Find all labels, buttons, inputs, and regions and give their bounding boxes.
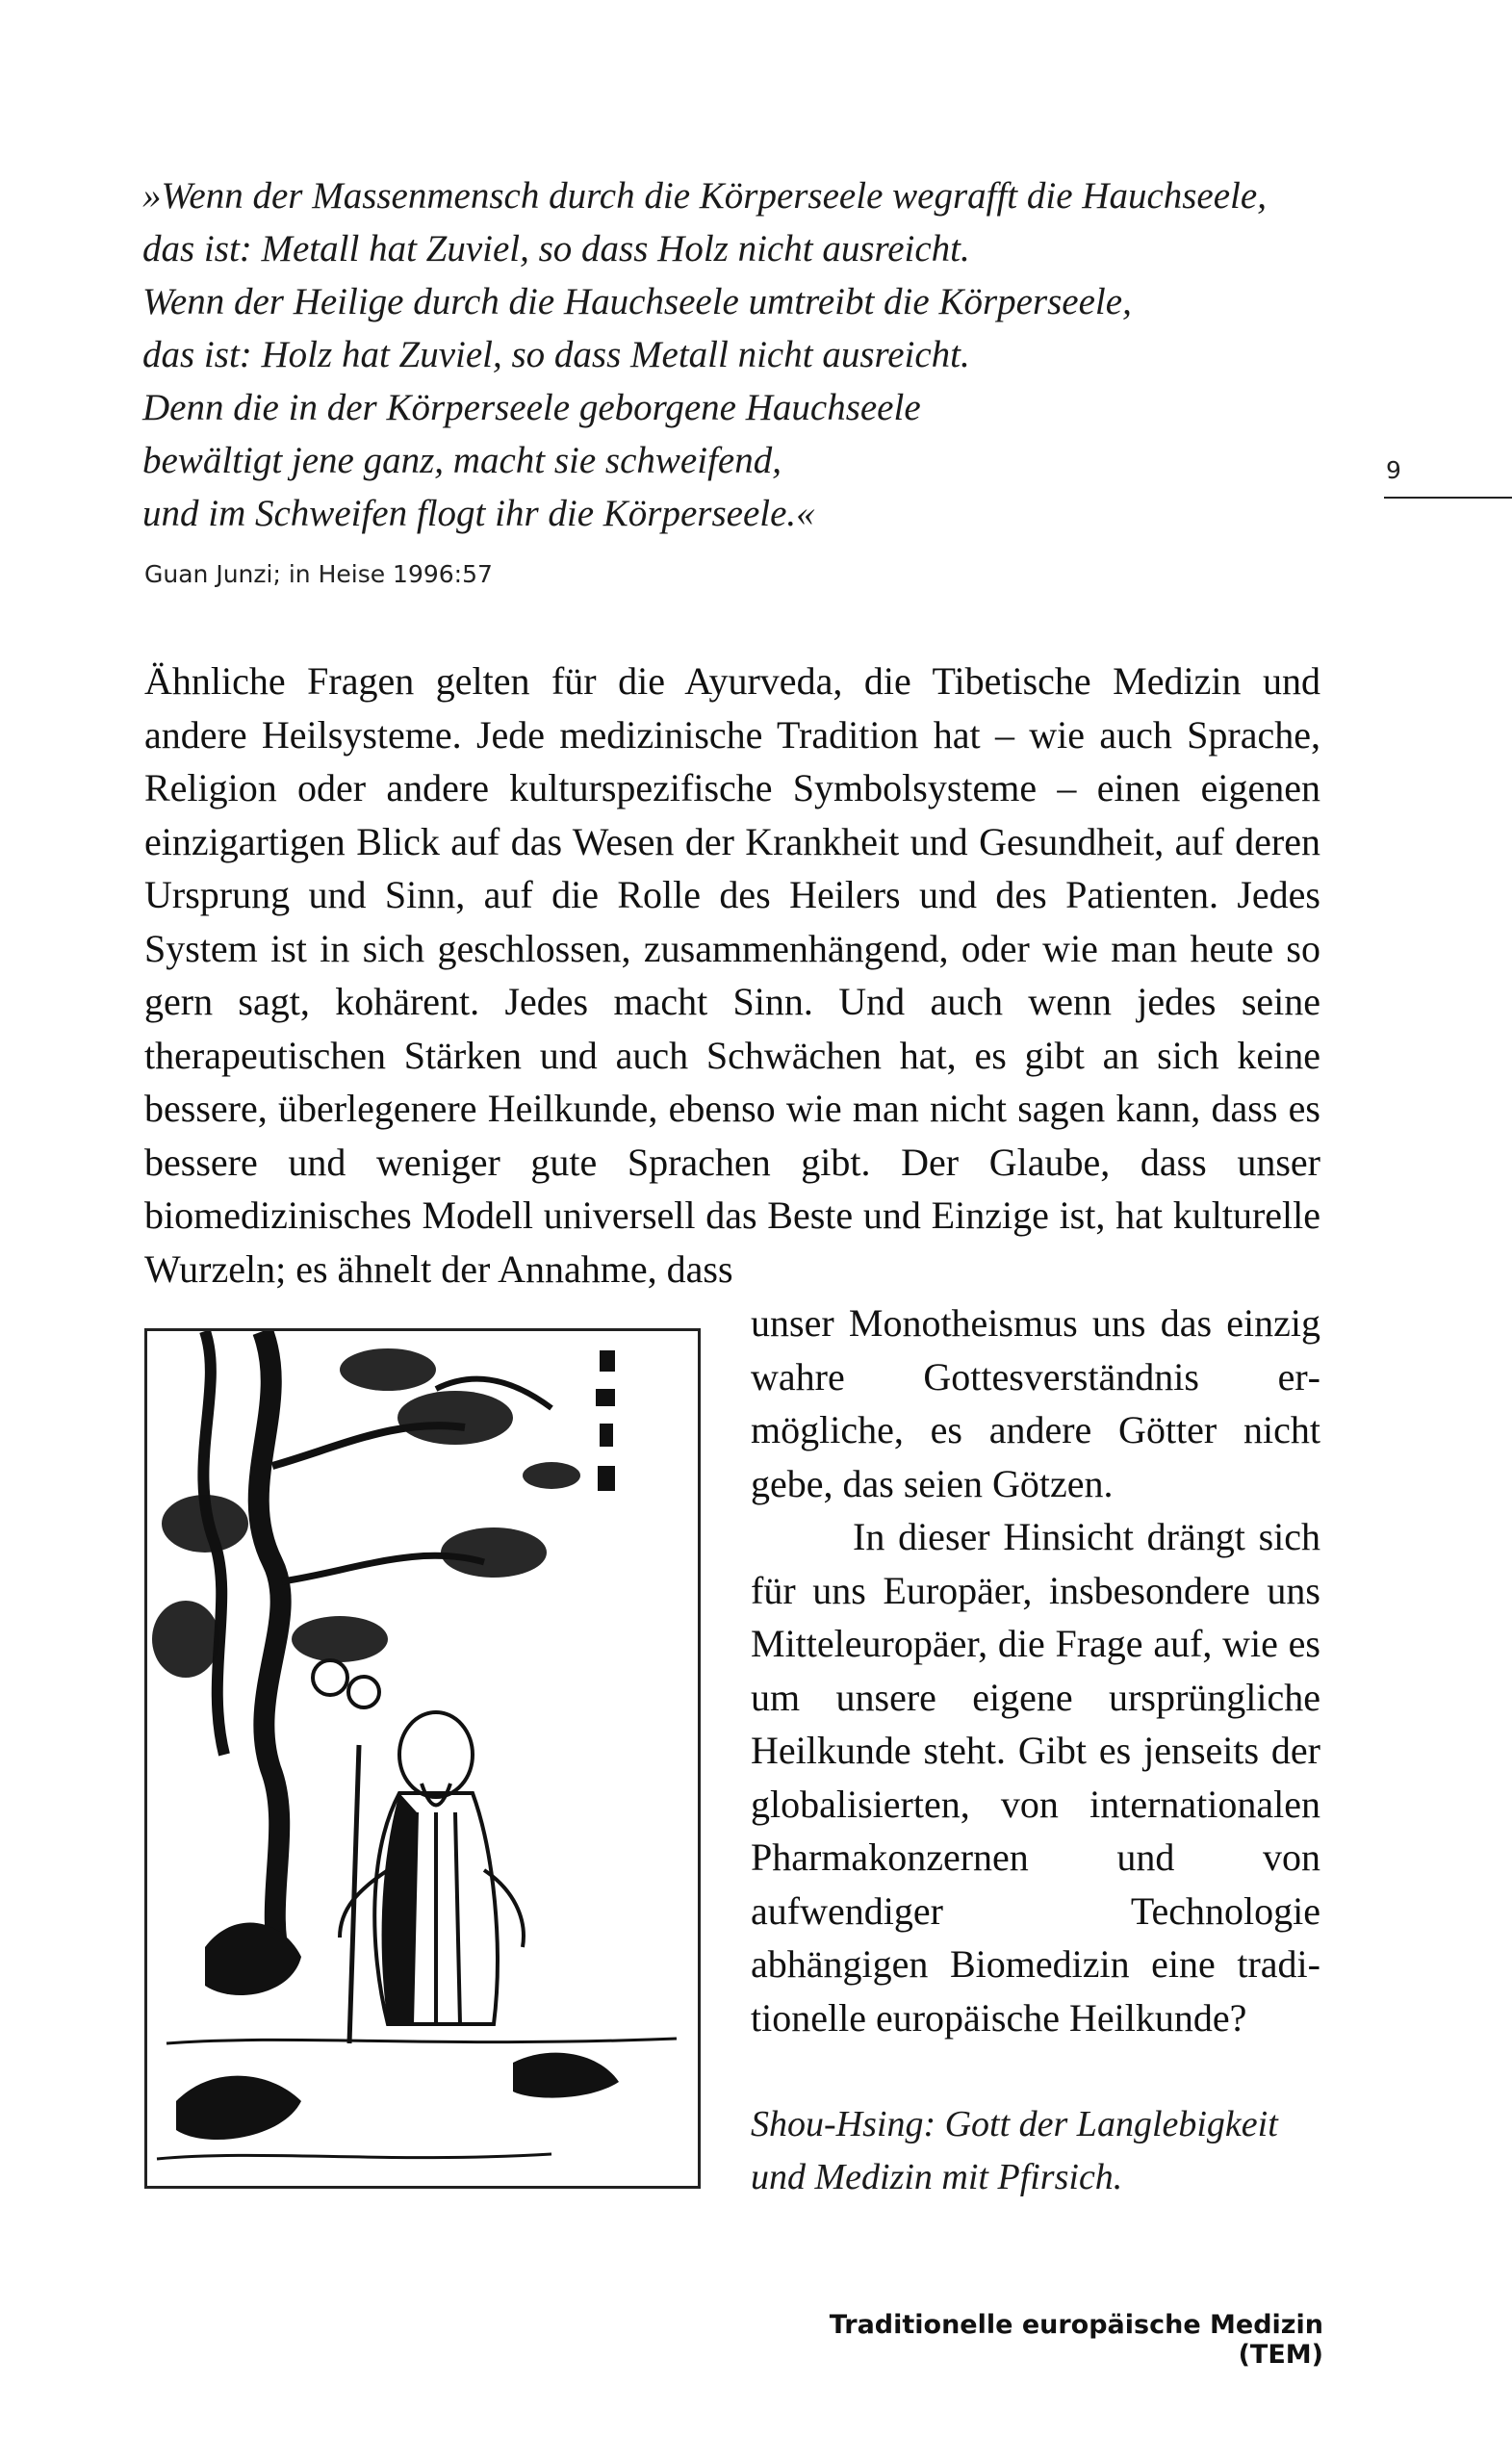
caption-line: Shou-Hsing: Gott der Langlebigkeit	[751, 2104, 1278, 2144]
calligraphy-marks	[596, 1350, 615, 1491]
body-text-top	[144, 654, 1320, 1296]
caption-line: und Medizin mit Pfirsich.	[751, 2157, 1123, 2197]
illustration-shou-hsing	[144, 1328, 701, 2189]
body-paragraph-continuation: unser Monotheismus uns das einzig wahre Gottesverständnis ermögliche, es andere Götter nicht gebe, das seien Götzen.	[751, 1301, 1320, 1505]
quote-line: und im Schweifen flogt ihr die Körperseele.«	[142, 493, 815, 534]
page-number-rule	[1384, 497, 1512, 499]
body-paragraph: Ähnliche Fragen gelten für die Ayurveda, die Tibetische Medizin und andere Heilsysteme. Jede medizinische Tradition hat – wie auch Sprache, Religion oder andere kulturspezifische Symbolsysteme – einen eigenen einzigartigen Blick auf das Wesen der Krankheit und Gesundheit, auf deren Ursprung und Sinn, auf die Rolle des Heilers und des Patienten. Jedes System ist in sich geschlossen, zusammenhängend, oder wie man heute so gern sagt, kohärent. Jedes macht Sinn. Und auch wenn jedes seine therapeutischen Stärken und auch Schwächen hat, es gibt an sich keine bessere, überlegenere Heilkunde, ebenso wie man nicht sagen kann, dass es bessere und weniger gute Sprachen gibt. Der Glaube, dass unser biomedizinisches Modell universell das Beste und Einzige ist, hat kulturelle Wurzeln; es ähnelt der Annahme, dass	[144, 659, 1320, 1291]
body-paragraph: In dieser Hinsicht drängt sich für uns Europäer, insbesondere uns Mitteleuropäer, die Frage auf, wie es um unsere eigene ursprüngliche Heilkunde steht. Gibt es jenseits der globalisierten, von internationalen Pharmakonzernen und von aufwendiger Technologie abhängigen Biomedizin eine traditionelle europäische Heilkunde?	[751, 1515, 1320, 2040]
quote-line: »Wenn der Massenmensch durch die Körperseele wegrafft die Hauchseele,	[142, 175, 1267, 217]
quote-line: Wenn der Heilige durch die Hauchseele umtreibt die Körperseele,	[142, 281, 1132, 322]
quote-line: das ist: Holz hat Zuviel, so dass Metall nicht ausreicht.	[142, 334, 970, 375]
figure-caption	[751, 2098, 1328, 2204]
quote-line: Denn die in der Körperseele geborgene Hauchseele	[142, 387, 921, 428]
woodcut-illustration	[147, 1331, 698, 2186]
epigraph-quote	[142, 169, 1336, 540]
quote-source: Guan Junzi; in Heise 1996:57	[144, 560, 493, 588]
quote-line: das ist: Metall hat Zuviel, so dass Holz nicht ausreicht.	[142, 228, 970, 270]
body-text-right-column	[751, 1296, 1320, 2044]
quote-line: bewältigt jene ganz, macht sie schweifend,	[142, 440, 782, 481]
page-number: 9	[1386, 456, 1401, 484]
running-footer: Traditionelle europäische Medizin (TEM)	[829, 2310, 1323, 2370]
